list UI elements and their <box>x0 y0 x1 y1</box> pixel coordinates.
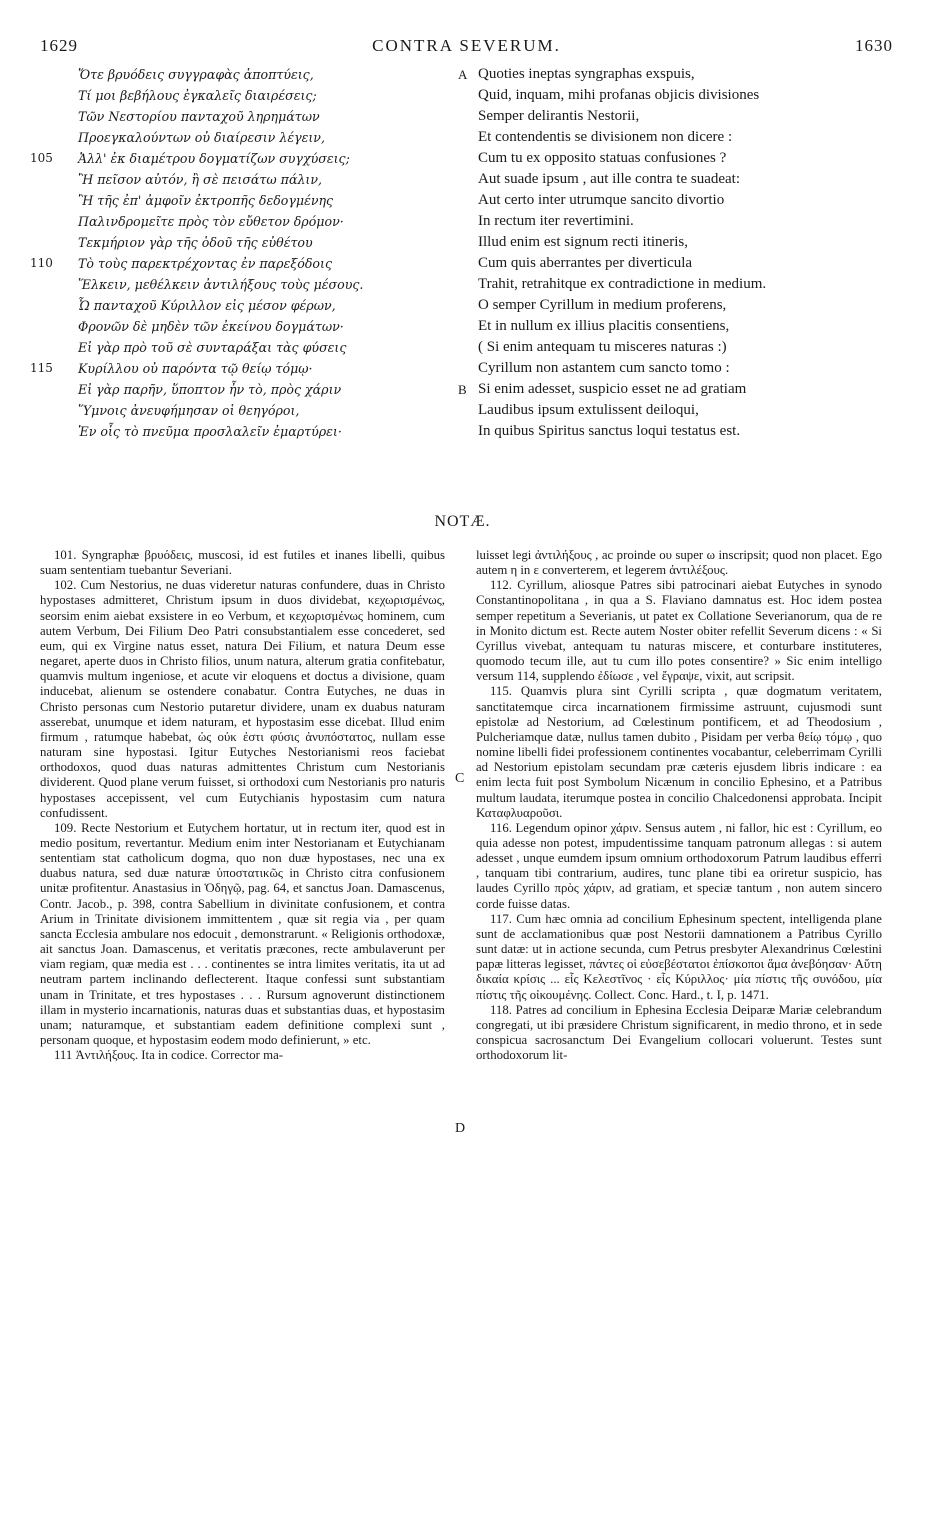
greek-verse-text: Ὦ πανταχοῦ Κύριλλον εἰς μέσον φέρων, <box>78 298 336 313</box>
latin-verse-line <box>458 295 898 316</box>
latin-verse-text: O semper Cyrillum in medium proferens, <box>478 297 727 313</box>
greek-verse-line <box>30 106 455 127</box>
greek-verse-line <box>30 64 455 85</box>
greek-verse-text: Ὅτε βρυόδεις συγγραφὰς ἀποπτύεις, <box>78 67 314 82</box>
greek-verse-line <box>30 379 455 400</box>
note-paragraph: 116. Legendum opinor χάριν. Sensus autem , ni fallor, hic est : Cyrillum, eo quia adesse non potest, impudentissime tanquam patronum allegas : si autem adesset , unque eumdem ipsum omnium orthodoxorum Patrum laudibus efferri , tanquam tibi contrarium, audires, tunc plane tibi ea oriretur suspicio, has laudes Cyrillo πρὸς χάριν, ad gratiam, et speciæ tantum , non autem sincero corde fuisse datas. <box>476 820 882 911</box>
notes-left-column <box>40 548 445 1063</box>
latin-verse-line <box>458 337 898 358</box>
verse-number: 110 <box>30 256 53 270</box>
note-paragraph: 102. Cum Nestorius, ne duas videretur naturas confundere, duas in Christo hypostases admitteret, Christum ipsum in duos dividebat, κεχωρισμένως, seorsim enim aiebat exsistere in eo Verbum, et κεχωρισμένως hominem, cum autem Verbum, Dei Filium Deo Patri consubstantialem esse concederet, sed eum, qui ex Virgine natus esset, natura Dei Filium, et natura Deum esse negaret, aperte duos in Christo filios, unum natura, alterum gratia confitebatur, quamvis multum ingeniose, et acute vir eloquens et doctus a divisione, quam inducebat, alienum se ostendere conabatur. Contra Eutyches, ne duas in Christo personas cum Nestorio putaretur dividere, unam ex duabus naturam asserebat, unumque et idem naturam, et hypostasim esse dicebat. Illud enim firmum , ratumque habebat, ὡς οὐκ ἐστι φύσις ἀνυπόστατος, nullam esse naturam sine hypostasi. Igitur Eutyches Nestorianismi reos faciebat orthodoxos, quod duas naturas admittentes Christum cum Nestorianis dividerent. Quod plane verum fuisset, si orthodoxi cum Nestorianis pro naturis hypostases accepissent, vel cum Eutychianis hypostasim cum natura confudissent. <box>40 578 445 820</box>
latin-verse-line <box>458 106 898 127</box>
latin-verse-column <box>458 64 898 442</box>
greek-verse-text: Τεκμήριον γὰρ τῆς ὁδοῦ τῆς εὐθέτου <box>78 235 313 250</box>
latin-verse-text: Cum tu ex opposito statuas confusiones ? <box>478 150 727 166</box>
latin-verse-text: Cum quis aberrantes per diverticula <box>478 255 693 271</box>
column-marker-d: D <box>455 1121 466 1136</box>
greek-verse-line <box>30 253 455 274</box>
latin-verse-text: Et contendentis se divisionem non dicere : <box>478 129 733 145</box>
latin-verse-line <box>458 400 898 421</box>
latin-verse-text: Cyrillum non astantem cum sancto tomo : <box>478 360 730 376</box>
latin-verse-text: Laudibus ipsum extulissent deiloqui, <box>478 402 699 418</box>
greek-verse-line <box>30 169 455 190</box>
greek-verse-line <box>30 400 455 421</box>
greek-verse-line <box>30 337 455 358</box>
note-paragraph: 109. Recte Nestorium et Eutychem hortatur, ut in rectum iter, quod est in medio positum, revertantur. Medium enim inter Nestorianam et Eutychianam sententiam stat catholicum dogma, quo non duæ hypostases, nec una ex duabus natura, sed duæ naturæ ὑποστατικῶς in Christo citra confusionem unitæ profitentur. Anastasius in Ὁδηγῷ, pag. 64, et sanctus Joan. Damascenus, Contr. Jacob., p. 398, contra Sabellium in divinitate confusionem, et contra Arium in Trinitate divisionem immittentem , quæ sit regia via , per quam sancta Ecclesia ambulare nos edocuit , demonstrarunt. « Religionis orthodoxæ, ait sanctus Joan. Damascenus, et veritatis præcones, recte ambulaverunt per viam regiam, quæ media est . . . continentes se intra limites veritatis, ita ut ad neutram partem inclinando deflecterent. Itaque confessi sunt substantiam unam in Trinitate, et tres hypostases . . . Rursum agnoverunt distinctionem illam in mysterio incarnationis, naturas duas et substantias duas, et hypostasim unam; naturamque, et substantiam eadem definitione complexi sunt , personam quoque, et hypostasim eodem modo definierunt, » etc. <box>40 820 445 1047</box>
greek-verse-text: Τὸ τοὺς παρεκτρέχοντας ἐν παρεξόδοις <box>78 256 333 271</box>
greek-verse-text: Εἰ γὰρ παρῆν, ὕποπτον ἦν τὸ, πρὸς χάριν <box>78 382 342 397</box>
latin-verse-text: In quibus Spiritus sanctus loqui testatus est. <box>478 423 741 439</box>
greek-verse-text: Κυρίλλου οὐ παρόντα τῷ θείῳ τόμῳ· <box>78 361 313 376</box>
greek-verse-line <box>30 274 455 295</box>
latin-verse-line <box>458 421 898 442</box>
greek-verse-text: Προεγκαλούντων οὐ διαίρεσιν λέγειν, <box>78 130 325 145</box>
latin-verse-line <box>458 64 898 85</box>
latin-verse-line <box>458 85 898 106</box>
greek-verse-column <box>30 64 455 442</box>
latin-verse-line <box>458 169 898 190</box>
greek-verse-line <box>30 358 455 379</box>
greek-verse-line <box>30 85 455 106</box>
greek-verse-line <box>30 295 455 316</box>
greek-verse-text: Ὕμνοις ἀνευφήμησαν οἱ θεηγόροι, <box>78 403 300 418</box>
greek-verse-line <box>30 127 455 148</box>
margin-letter: B <box>458 382 467 397</box>
page-number-left: 1629 <box>40 36 78 55</box>
latin-verse-text: Illud enim est signum recti itineris, <box>478 234 688 250</box>
latin-verse-line <box>458 253 898 274</box>
latin-verse-text: Aut suade ipsum , aut ille contra te suadeat: <box>478 171 741 187</box>
latin-verse-text: Si enim adesset, suspicio esset ne ad gratiam <box>478 381 747 397</box>
latin-verse-line <box>458 190 898 211</box>
greek-verse-line <box>30 148 455 169</box>
latin-verse-line <box>458 127 898 148</box>
running-title: CONTRA SEVERUM. <box>372 36 561 55</box>
note-paragraph: 111 Ἀντιλήξους. Ita in codice. Corrector ma- <box>54 1048 284 1063</box>
note-paragraph: 101. Syngraphæ βρυόδεις, muscosi, id est futiles et inanes libelli, quibus suam sententiam tuebantur Severiani. <box>40 548 445 578</box>
notes-right-column <box>476 548 882 1063</box>
latin-verse-line <box>458 211 898 232</box>
latin-verse-text: Aut certo inter utrumque sancito divortio <box>478 192 725 208</box>
latin-verse-line <box>458 316 898 337</box>
greek-verse-text: Ἢ πεῖσον αὐτόν, ἢ σὲ πεισάτω πάλιν, <box>78 172 323 187</box>
latin-verse-text: Trahit, retrahitque ex contradictione in medium. <box>478 276 767 292</box>
latin-verse-text: In rectum iter revertimini. <box>478 213 634 229</box>
latin-verse-text: Quid, inquam, mihi profanas objicis divisiones <box>478 87 760 103</box>
latin-verse-line <box>458 148 898 169</box>
page-number-right: 1630 <box>855 36 893 55</box>
greek-verse-line <box>30 232 455 253</box>
verse-number: 115 <box>30 361 53 375</box>
greek-verse-text: Παλινδρομεῖτε πρὸς τὸν εὔθετον δρόμον· <box>78 214 344 229</box>
greek-verse-text: Ἐν οἷς τὸ πνεῦμα προσλαλεῖν ἐμαρτύρει· <box>78 424 342 439</box>
note-paragraph: 112. Cyrillum, aliosque Patres sibi patrocinari aiebat Eutyches in synodo Constantinopolitana , in qua a S. Flaviano damnatus est. Hoc idem postea semper repetitum a Severianis, ut patet ex Collatione Severianorum, qua de re in Monito dictum est. Recte autem Noster obiter refellit Severum dicens : « Si Cyrillus vivebat, antequam tu naturas miscere, et conturbare instituteres, quomodo tecum ille, aut tu cum illo potes consentire? » Sic enim intelligo versum 114, supplendo ἐδίωσε , vel ἔγραψε, vixit, aut scripsit. <box>476 578 882 684</box>
note-paragraph: 118. Patres ad concilium in Ephesina Ecclesia Deiparæ Mariæ celebrandum congregati, ut ibi præsidere Christum significarent, in medio throno, et in sede conspicua sacrosanctum Dei Evangelium collocari voluerunt. Testes sunt orthodoxorum lit- <box>476 1002 882 1063</box>
column-marker-c: C <box>455 771 465 786</box>
greek-verse-text: Ἕλκειν, μεθέλκειν ἀντιλήξους τοὺς μέσους. <box>78 277 364 292</box>
latin-verse-line <box>458 232 898 253</box>
verse-number: 105 <box>30 151 53 165</box>
greek-verse-text: Φρονῶν δὲ μηδὲν τῶν ἐκείνου δογμάτων· <box>78 319 344 334</box>
notes-heading: NOTÆ. <box>434 513 491 530</box>
note-paragraph: 117. Cum hæc omnia ad concilium Ephesinum spectent, intelligenda plane sunt de acclamationibus quæ post Nestorii damnationem a Patribus Cyrillo sunt datæ: ut in actione secunda, cum Petrus presbyter Alexandrinus Cœlestini papæ litteras legisset, πάντες οἱ εὐσεβέστατοι ἐπίσκοποι ἅμα ἀνεβόησαν· Αὕτη δικαία κρίσις ... εἷς Κελεστῖνος · εἷς Κύριλλος· μία πίστις τῆς συνόδου, μία πίστις τῆς οἰκουμένης. Collect. Conc. Hard., t. I, p. 1471. <box>476 911 882 1002</box>
greek-verse-line <box>30 421 455 442</box>
note-paragraph: luisset legi ἀντιλήξους , ac proinde ου super ω inscripsit; quod non placet. Ego autem η in ε converterem, et legerem ἀντιλέξους. <box>476 548 882 578</box>
latin-verse-line <box>458 358 898 379</box>
note-paragraph: 115. Quamvis plura sint Cyrilli scripta , quæ dogmatum veritatem, sanctitatemque circa incarnationem firmissime astruunt, cujusmodi sunt epistolæ ad Nestorium, ad Cœlestinum pontificem, et ad Theodosium , Pulcheriamque datæ, nullus tamen dubito , Pisidam per verba θείῳ τόμῳ , quo nomine libelli fidei professionem continentes vocabantur, celeberrimam Cyrilli ad Nestorium epistolam secundam præ cæteris ejusdem libris indicare : ea enim lecta fuit post Symbolum Nicænum in concilio Ephesino, et a Patribus multum laudata, iterumque postea in concilio Chalcedonensi approbata. Incipit Καταφλυαροῦσι. <box>476 684 882 820</box>
latin-verse-text: Quoties ineptas syngraphas exspuis, <box>478 66 695 82</box>
margin-letter: A <box>458 67 468 82</box>
greek-verse-text: Εἰ γὰρ πρὸ τοῦ σὲ συνταράξαι τὰς φύσεις <box>78 340 347 355</box>
greek-verse-text: Τῶν Νεστορίου πανταχοῦ ληρημάτων <box>78 109 320 124</box>
latin-verse-text: Semper delirantis Nestorii, <box>478 108 640 124</box>
greek-verse-text: Τί μοι βεβήλους ἐγκαλεῖς διαιρέσεις; <box>78 88 317 103</box>
latin-verse-line <box>458 274 898 295</box>
latin-verse-text: ( Si enim antequam tu misceres naturas :) <box>478 339 727 355</box>
greek-verse-line <box>30 211 455 232</box>
running-header <box>40 36 893 58</box>
greek-verse-text: Ἀλλ' ἐκ διαμέτρου δογματίζων συγχύσεις; <box>78 151 350 166</box>
greek-verse-text: Ἢ τῆς ἐπ' ἀμφοῖν ἐκτροπῆς δεδογμένης <box>78 193 334 208</box>
latin-verse-text: Et in nullum ex illius placitis consentiens, <box>478 318 730 334</box>
latin-verse-line <box>458 379 898 400</box>
greek-verse-line <box>30 316 455 337</box>
greek-verse-line <box>30 190 455 211</box>
